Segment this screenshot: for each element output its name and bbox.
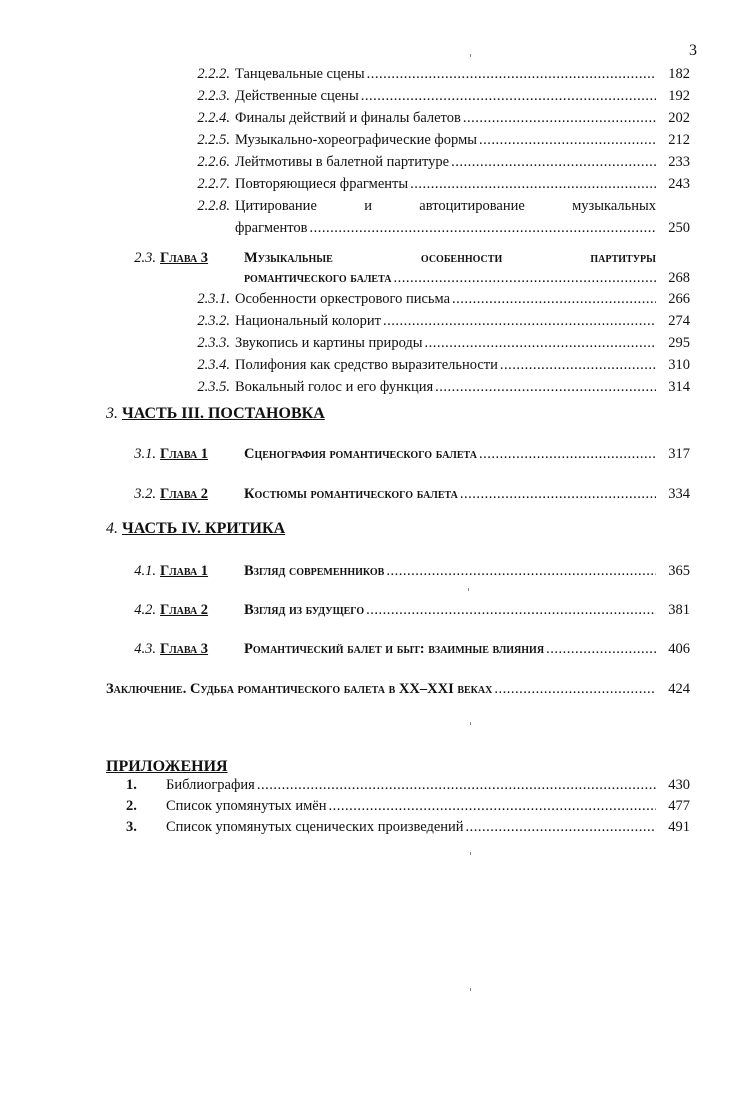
dot-leader: [364, 602, 656, 619]
entry-number: 2.2.5.: [197, 132, 230, 148]
dot-leader: [461, 110, 656, 127]
chapter-page: 268: [668, 270, 690, 286]
appendix-number: 1.: [126, 777, 137, 793]
appendix-title: Список упомянутых имён: [166, 798, 327, 814]
entry-number: 2.2.6.: [197, 154, 230, 170]
entry-title: Повторяющиеся фрагменты: [235, 176, 409, 192]
entry-page: 250: [668, 220, 690, 236]
chapter-number: 3.1.: [134, 446, 156, 462]
toc-entry-2-2-4: [178, 110, 690, 127]
dot-leader: [477, 446, 656, 463]
entry-number: 2.2.4.: [197, 110, 230, 126]
word: партитуры: [590, 250, 656, 266]
chapter-title: Взгляд из будущего: [244, 602, 365, 618]
scan-speck: [470, 54, 471, 57]
entry-title: Действенные сцены: [235, 88, 359, 104]
dot-leader: [408, 176, 656, 193]
word: особенности: [420, 250, 503, 266]
entry-title: Вокальный голос и его функция: [235, 379, 434, 395]
chapter-label: Глава 1: [160, 563, 209, 579]
dot-leader: [477, 132, 656, 149]
entry-title: Танцевальные сцены: [235, 66, 365, 82]
word: Музыкальные: [244, 250, 333, 266]
entry-page: 314: [668, 379, 690, 395]
appendix-title: Список упомянутых сценических произведений: [166, 819, 464, 835]
appendices-heading: ПРИЛОЖЕНИЯ: [106, 758, 228, 775]
part-number: 3.: [106, 405, 118, 422]
dot-leader: [458, 486, 656, 503]
scan-speck: [468, 588, 469, 591]
toc-entry-2-2-3: [178, 88, 690, 105]
dot-leader: [384, 563, 656, 580]
toc-appendix-3: [126, 819, 690, 836]
dot-leader: [365, 66, 656, 83]
entry-title: Музыкально-хореографические формы: [235, 132, 477, 148]
dot-leader: [449, 154, 656, 171]
entry-title: Финалы действий и финалы балетов: [235, 110, 461, 126]
toc-chapter-2-3: [126, 250, 656, 267]
dot-leader: [544, 641, 656, 658]
entry-title: Полифония как средство выразительности: [235, 357, 498, 373]
appendix-number: 3.: [126, 819, 137, 835]
chapter-number: 4.3.: [134, 641, 156, 657]
chapter-label: Глава 3: [160, 641, 209, 657]
entry-title: Особенности оркестрового письма: [235, 291, 451, 307]
chapter-number: 4.2.: [134, 602, 156, 618]
entry-title-line1: [230, 198, 656, 215]
chapter-label: Глава 2: [160, 602, 209, 618]
appendix-title: Библиография: [166, 777, 255, 793]
entry-title: Лейтмотивы в балетной партитуре: [235, 154, 450, 170]
toc-chapter-4-1: [126, 563, 690, 580]
toc-entry-2-2-2: [178, 66, 690, 83]
chapter-number: 3.2.: [134, 486, 156, 502]
entry-page: 295: [668, 335, 690, 351]
entry-title-line2: фрагментов: [235, 220, 308, 236]
conclusion-title: Заключение. Судьба романтического балета в XX–XXI веках: [106, 681, 493, 697]
dot-leader: [498, 357, 656, 374]
entry-number: 2.2.2.: [197, 66, 230, 82]
toc-entry-2-3-5: [178, 379, 690, 396]
entry-page: 274: [668, 313, 690, 329]
appendix-page: 491: [668, 819, 690, 835]
part-title: ЧАСТЬ III. ПОСТАНОВКА: [122, 405, 325, 422]
dot-leader: [255, 777, 656, 794]
toc-entry-2-2-7: [178, 176, 690, 193]
entry-number: 2.3.2.: [197, 313, 230, 329]
scan-speck: [470, 722, 471, 725]
dot-leader: [307, 220, 656, 237]
word: автоцитирование: [419, 198, 525, 214]
toc-entry-2-3-4: [178, 357, 690, 374]
entry-number: 2.3.5.: [197, 379, 230, 395]
entry-title: Звукопись и картины природы: [235, 335, 423, 351]
entry-number: 2.2.8.: [197, 198, 230, 214]
dot-leader: [391, 270, 656, 287]
part-title: ЧАСТЬ IV. КРИТИКА: [122, 520, 286, 537]
dot-leader: [423, 335, 656, 352]
entry-number: 2.3.3.: [197, 335, 230, 351]
chapter-page: 406: [668, 641, 690, 657]
entry-page: 182: [668, 66, 690, 82]
entry-page: 202: [668, 110, 690, 126]
page-number: 3: [689, 42, 697, 59]
entry-number: 2.3.1.: [197, 291, 230, 307]
chapter-number: 2.3.: [134, 250, 156, 266]
dot-leader: [450, 291, 656, 308]
toc-appendix-1: [126, 777, 690, 794]
entry-page: 266: [668, 291, 690, 307]
chapter-page: 317: [668, 446, 690, 462]
entry-page: 233: [668, 154, 690, 170]
part-3-heading: [106, 405, 325, 423]
chapter-page: 365: [668, 563, 690, 579]
entry-number: 2.2.7.: [197, 176, 230, 192]
toc-conclusion: [106, 681, 690, 698]
toc-entry-2-3-1: [178, 291, 690, 308]
toc-chapter-2-3-line2: [244, 270, 690, 287]
dot-leader: [326, 798, 656, 815]
conclusion-page: 424: [668, 681, 690, 697]
toc-entry-2-2-5: [178, 132, 690, 149]
chapter-number: 4.1.: [134, 563, 156, 579]
entry-number: 2.3.4.: [197, 357, 230, 373]
entry-title: Национальный колорит: [235, 313, 381, 329]
chapter-title: Сценография романтического балета: [244, 446, 477, 462]
appendix-page: 477: [668, 798, 690, 814]
chapter-label: Глава 2: [160, 486, 209, 502]
dot-leader: [381, 313, 656, 330]
dot-leader: [464, 819, 656, 836]
chapter-title-line2: романтического балета: [244, 270, 392, 286]
entry-page: 310: [668, 357, 690, 373]
toc-chapter-4-3: [126, 641, 690, 658]
part-number: 4.: [106, 520, 118, 537]
entry-number: 2.2.3.: [197, 88, 230, 104]
entry-page: 212: [668, 132, 690, 148]
toc-entry-2-2-8: [178, 198, 656, 215]
toc-entry-2-3-3: [178, 335, 690, 352]
toc-chapter-3-2: [126, 486, 690, 503]
toc-appendix-2: [126, 798, 690, 815]
chapter-page: 381: [668, 602, 690, 618]
toc-entry-2-3-2: [178, 313, 690, 330]
entry-page: 243: [668, 176, 690, 192]
chapter-page: 334: [668, 486, 690, 502]
appendix-number: 2.: [126, 798, 137, 814]
chapter-title: Костюмы романтического балета: [244, 486, 458, 502]
entry-page: 192: [668, 88, 690, 104]
word: Цитирование: [235, 198, 317, 214]
chapter-title-line1: [244, 250, 656, 267]
scan-speck: [470, 852, 471, 855]
word: музыкальных: [572, 198, 656, 214]
toc-entry-2-2-8-line2: [235, 220, 690, 237]
word: и: [364, 198, 372, 214]
chapter-label: Глава 1: [160, 446, 209, 462]
appendix-page: 430: [668, 777, 690, 793]
dot-leader: [433, 379, 656, 396]
chapter-title: Романтический балет и быт: взаимные влияния: [244, 641, 545, 657]
chapter-title: Взгляд современников: [244, 563, 385, 579]
dot-leader: [359, 88, 656, 105]
dot-leader: [492, 681, 656, 698]
chapter-label: Глава 3: [160, 250, 209, 266]
toc-chapter-3-1: [126, 446, 690, 463]
toc-chapter-4-2: [126, 602, 690, 619]
toc-entry-2-2-6: [178, 154, 690, 171]
part-4-heading: [106, 520, 285, 538]
scan-speck: [470, 988, 471, 991]
